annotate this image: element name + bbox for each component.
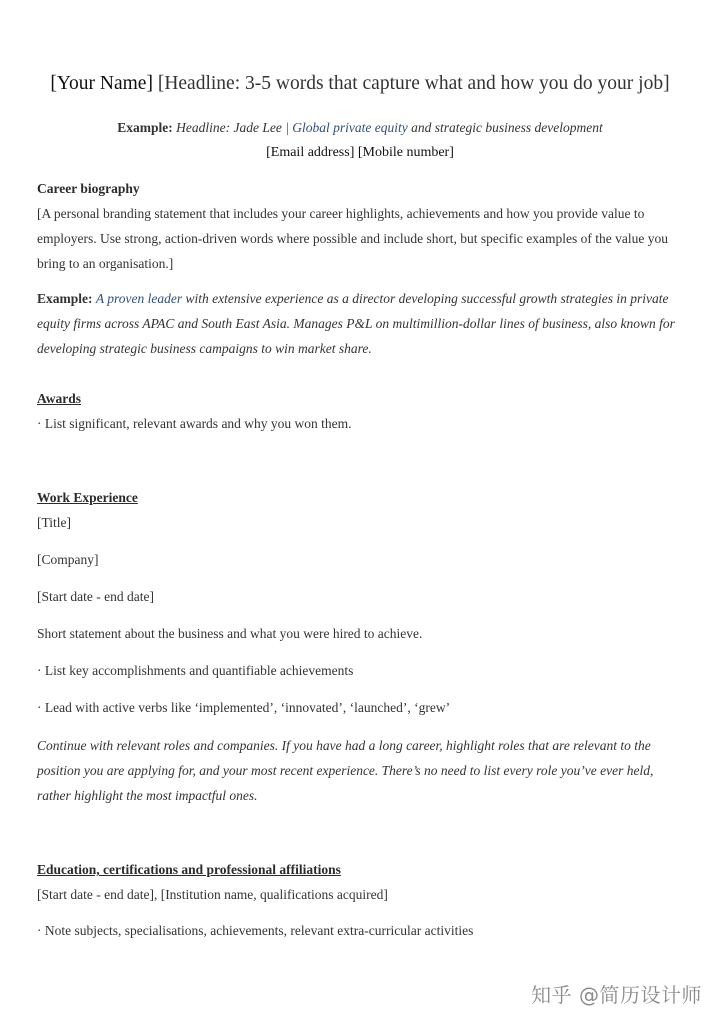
headline-example-separator: |: [285, 120, 289, 135]
work-title: [Title]: [37, 515, 72, 530]
headline-example-highlight: Global private equity: [292, 120, 408, 135]
career-biography-section: [37, 176, 687, 276]
work-dates-block: [37, 584, 687, 609]
your-name: [Your Name]: [50, 73, 153, 94]
career-example-label: Example:: [37, 291, 93, 306]
education-line: [Start date - end date], [Institution name, qualifications acquired]: [37, 887, 388, 902]
career-biography-text: [A personal branding statement that includes your career highlights, achievements and how you provide value to employers. Use strong, action-driven words where possible and include short, but specific examples of the value you bring to an organisation.]: [37, 206, 668, 271]
work-company-block: [37, 547, 687, 572]
work-company: [Company]: [37, 552, 99, 567]
education-bullet: · Note subjects, specialisations, achievements, relevant extra-curricular activities: [37, 923, 474, 938]
career-biography-example: [37, 286, 687, 361]
work-bullet-1-block: [37, 658, 687, 683]
headline-example-suffix: and strategic business development: [411, 120, 603, 135]
work-dates: [Start date - end date]: [37, 589, 154, 604]
headline-example-label: Example:: [117, 120, 173, 135]
work-statement-block: [37, 621, 687, 646]
work-bullet-2-block: [37, 695, 687, 720]
awards-heading: Awards: [37, 391, 82, 406]
headline: [Headline: 3-5 words that capture what and how you do your job]: [157, 73, 670, 94]
work-note: Continue with relevant roles and companies. If you have had a long career, highlight roles that are relevant to the position you are applying for, and your most recent experience. There’s no need to list every role you’ve ever held, rather highlight the most impactful ones.: [37, 738, 654, 803]
education-section: [37, 857, 687, 907]
career-biography-heading: Career biography: [37, 181, 140, 196]
awards-item: · List significant, relevant awards and why you won them.: [37, 416, 352, 431]
awards-section: [37, 386, 687, 436]
career-example-text: with extensive experience as a director developing successful growth strategies in private equity firms across APAC and South East Asia. Manages P&L on multimillion-dollar lines of business, also known for developing strategic business campaigns to win market share.: [37, 291, 675, 356]
contact-details: [Email address] [Mobile number]: [266, 145, 454, 160]
headline-example-prefix: Headline: Jade Lee: [176, 120, 282, 135]
work-bullet-accomplishments: · List key accomplishments and quantifiable achievements: [37, 663, 354, 678]
career-example-highlight: A proven leader: [95, 291, 183, 306]
work-note-block: [37, 733, 687, 808]
headline-example: [0, 119, 720, 137]
work-bullet-verbs: · Lead with active verbs like ‘implemented’, ‘innovated’, ‘launched’, ‘grew’: [37, 700, 451, 715]
work-statement: Short statement about the business and what you were hired to achieve.: [37, 626, 423, 641]
name-headline-line: [0, 72, 720, 96]
education-bullet-block: [37, 918, 687, 943]
education-heading: Education, certifications and professional affiliations: [37, 862, 341, 877]
work-experience-heading: Work Experience: [37, 490, 138, 505]
zhihu-watermark: 知乎 @简历设计师: [531, 983, 702, 1007]
work-experience-section: [37, 485, 687, 535]
